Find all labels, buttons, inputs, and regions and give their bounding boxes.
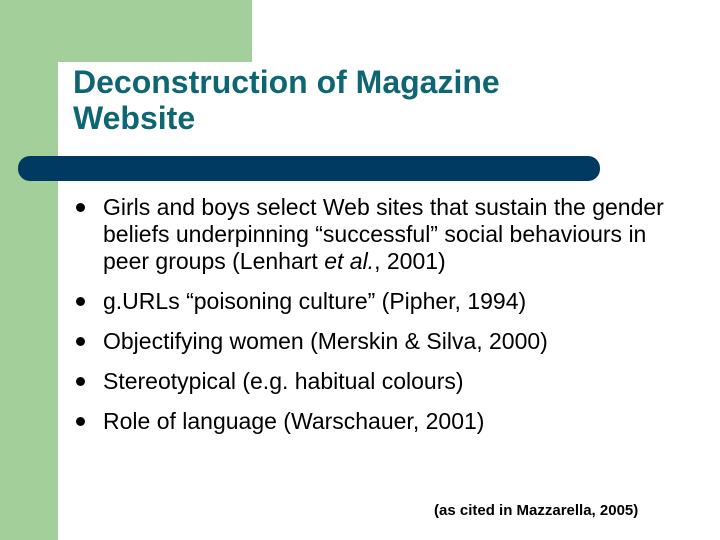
bullet-dot-icon [76, 377, 85, 386]
bullet-text: Stereotypical (e.g. habitual colours) [103, 368, 464, 394]
bullet-dot-icon [76, 297, 85, 306]
citation-note: (as cited in Mazzarella, 2005) [434, 502, 639, 519]
bullet-text-italic: al. [349, 248, 375, 274]
bullet-item [74, 288, 674, 315]
title-divider-bar [18, 156, 600, 181]
green-top-band [58, 0, 252, 62]
slide-title-line-1: Deconstruction of Magazine [73, 64, 500, 100]
bullet-item [74, 368, 674, 395]
bullet-dot-icon [76, 337, 85, 346]
bullet-dot-icon [76, 417, 85, 426]
slide-title-line-2: Website [73, 100, 196, 136]
bullet-text: , 2001) [374, 248, 446, 274]
slide-title [73, 64, 673, 136]
green-side-band [0, 0, 58, 540]
bullet-list [74, 194, 674, 448]
bullet-text-italic: et [324, 248, 344, 274]
bullet-item [74, 408, 674, 435]
bullet-text: Girls and boys select Web sites that sustain the gender beliefs underpinning “successful” social behaviours in peer groups (Lenhart [103, 194, 664, 274]
bullet-text: Objectifying women (Merskin & Silva, 2000) [103, 328, 548, 354]
bullet-item [74, 194, 674, 275]
bullet-item [74, 328, 674, 355]
bullet-dot-icon [76, 203, 85, 212]
bullet-text: g.URLs “poisoning culture” (Pipher, 1994) [103, 288, 527, 314]
bullet-text: Role of language (Warschauer, 2001) [103, 408, 485, 434]
